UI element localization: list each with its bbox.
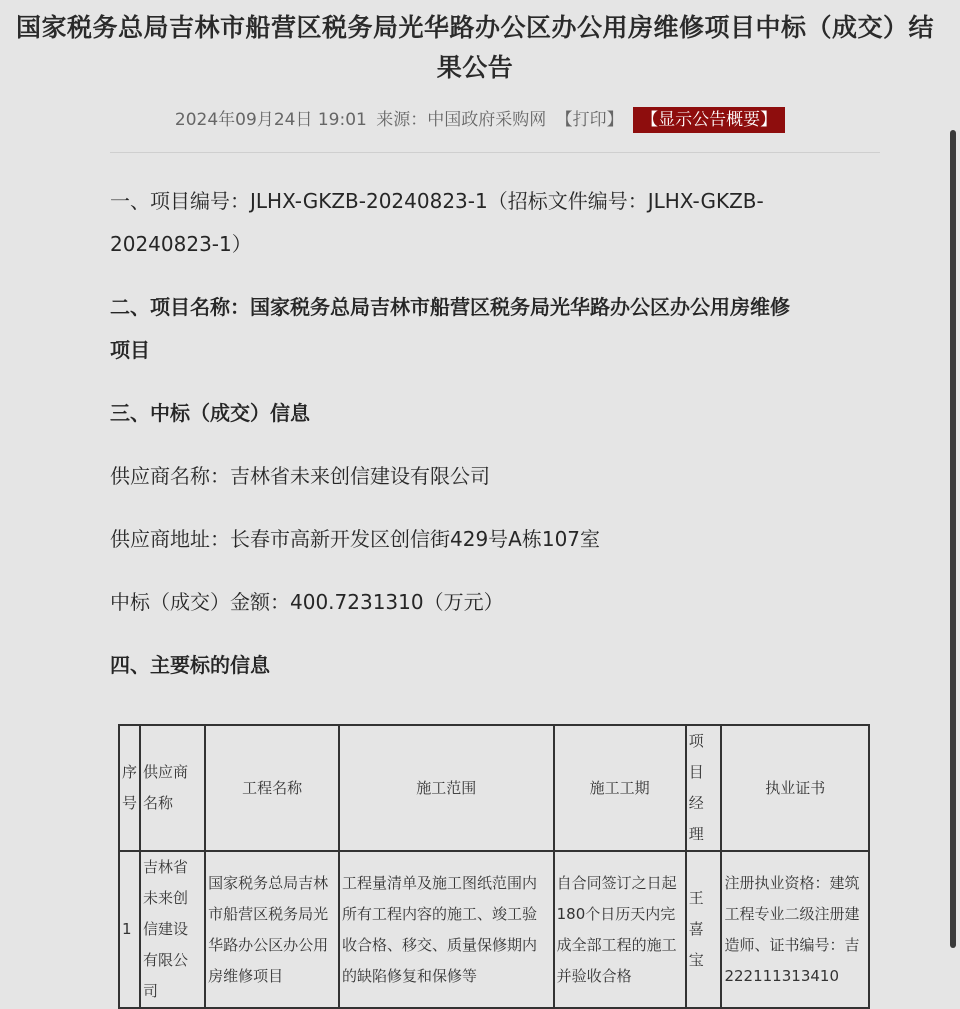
table-row <box>119 851 869 1008</box>
header-cell: 执业证书 <box>721 725 869 851</box>
table-cell: 国家税务总局吉林市船营区税务局光华路办公区办公用房维修项目 <box>205 851 339 1008</box>
print-link[interactable]: 【打印】 <box>555 110 624 130</box>
vertical-scrollbar[interactable] <box>950 130 956 948</box>
award-amount: 中标（成交）金额：400.7231310（万元） <box>110 590 504 614</box>
table-cell: 注册执业资格：建筑工程专业二级注册建造师、证书编号：吉222111313410 <box>721 851 869 1008</box>
subject-info-table <box>118 724 870 1009</box>
table-cell: 吉林省未来创信建设有限公司 <box>140 851 205 1008</box>
header-cell: 施工范围 <box>339 725 554 851</box>
announcement-body <box>110 180 880 687</box>
table-cell: 自合同签订之日起180个日历天内完成全部工程的施工并验收合格 <box>554 851 686 1008</box>
table-cell: 1 <box>119 851 140 1008</box>
award-info-heading: 三、中标（成交）信息 <box>110 401 310 425</box>
page-title: 国家税务总局吉林市船营区税务局光华路办公区办公用房维修项目中标（成交）结果公告 <box>15 13 934 82</box>
supplier-name: 供应商名称：吉林省未来创信建设有限公司 <box>110 464 490 488</box>
meta-bar <box>0 106 960 134</box>
publish-datetime: 2024年09月24日 19:01 <box>174 110 367 130</box>
table-cell: 王喜宝 <box>686 851 722 1008</box>
header-cell: 项目经理 <box>686 725 722 851</box>
header-cell: 工程名称 <box>205 725 339 851</box>
show-summary-button[interactable]: 【显示公告概要】 <box>633 107 785 133</box>
supplier-address: 供应商地址：长春市高新开发区创信街429号A栋107室 <box>110 527 601 551</box>
table-cell: 工程量清单及施工图纸范围内所有工程内容的施工、竣工验收合格、移交、质量保修期内的缺陷修复和保修等 <box>339 851 554 1008</box>
subject-info-heading: 四、主要标的信息 <box>110 653 270 677</box>
header-cell: 供应商名称 <box>140 725 205 851</box>
header-cell: 施工工期 <box>554 725 686 851</box>
source-text: 来源：中国政府采购网 <box>376 110 547 130</box>
header-cell: 序号 <box>119 725 140 851</box>
project-number: 一、项目编号：JLHX-GKZB-20240823-1（招标文件编号：JLHX-GKZB- 20240823-1） <box>110 189 764 256</box>
project-name: 二、项目名称：国家税务总局吉林市船营区税务局光华路办公区办公用房维修 项目 <box>110 295 790 362</box>
divider <box>110 152 880 153</box>
table-header-row <box>119 725 869 851</box>
